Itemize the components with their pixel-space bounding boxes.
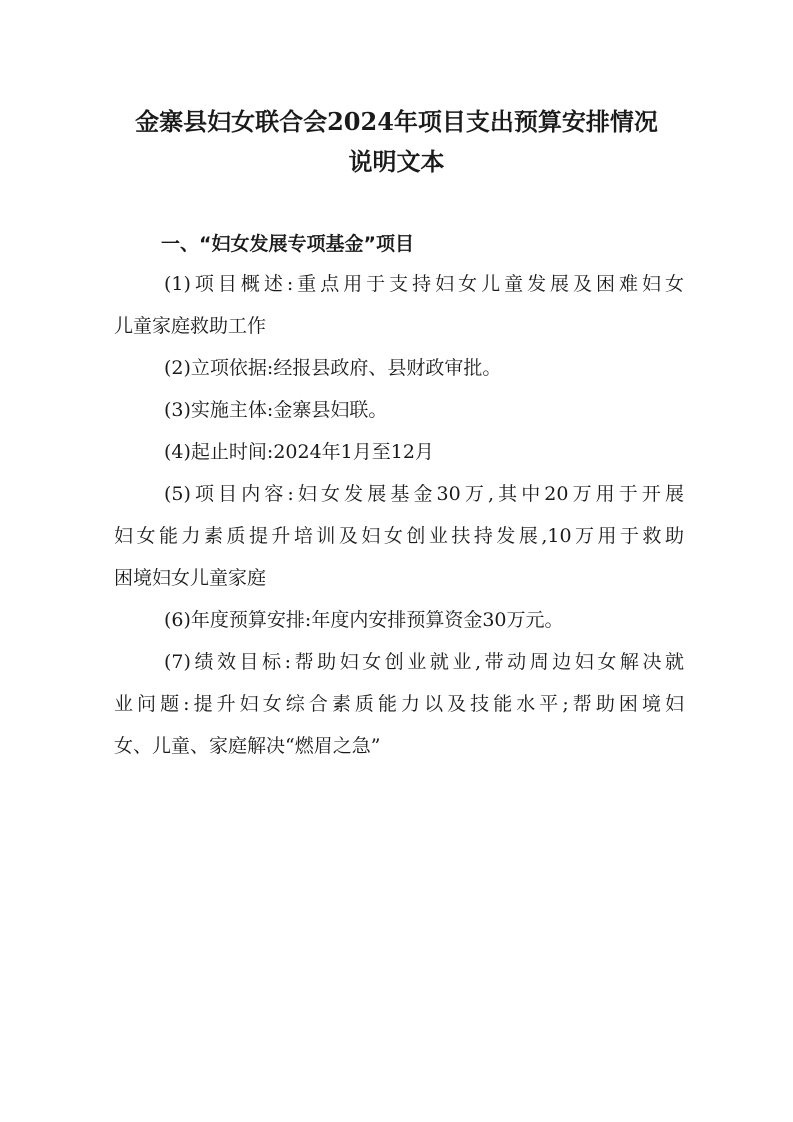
paragraph-line: (6)年度预算安排:年度内安排预算资金30万元。 bbox=[164, 609, 564, 631]
paragraph-line: 儿童家庭救助工作 bbox=[114, 315, 267, 337]
section-heading: 一、“妇女发展专项基金”项目 bbox=[161, 233, 414, 255]
paragraph-line: (5)项目内容:妇女发展基金30万,其中20万用于开展 bbox=[164, 483, 684, 505]
paragraph-line: 业问题:提升妇女综合素质能力以及技能水平;帮助困境妇 bbox=[114, 693, 684, 715]
paragraph-line: 妇女能力素质提升培训及妇女创业扶持发展,10万用于救助 bbox=[114, 525, 684, 547]
paragraph-line: (4)起止时间:2024年1月至12月 bbox=[164, 441, 434, 463]
document-title-line-2: 说明文本 bbox=[348, 147, 445, 176]
document-title-line-1: 金寨县妇女联合会2024年项目支出预算安排情况 bbox=[135, 107, 658, 136]
paragraph-line: (7)绩效目标:帮助妇女创业就业,带动周边妇女解决就 bbox=[164, 651, 684, 673]
paragraph-line: 困境妇女儿童家庭 bbox=[114, 567, 267, 589]
paragraph-line: (1)项目概述:重点用于支持妇女儿童发展及困难妇女 bbox=[164, 273, 684, 295]
paragraph-line: 女、儿童、家庭解决“燃眉之急” bbox=[114, 735, 381, 757]
paragraph-line: (2)立项依据:经报县政府、县财政审批。 bbox=[164, 357, 502, 379]
paragraph-line: (3)实施主体:金寨县妇联。 bbox=[164, 399, 388, 421]
